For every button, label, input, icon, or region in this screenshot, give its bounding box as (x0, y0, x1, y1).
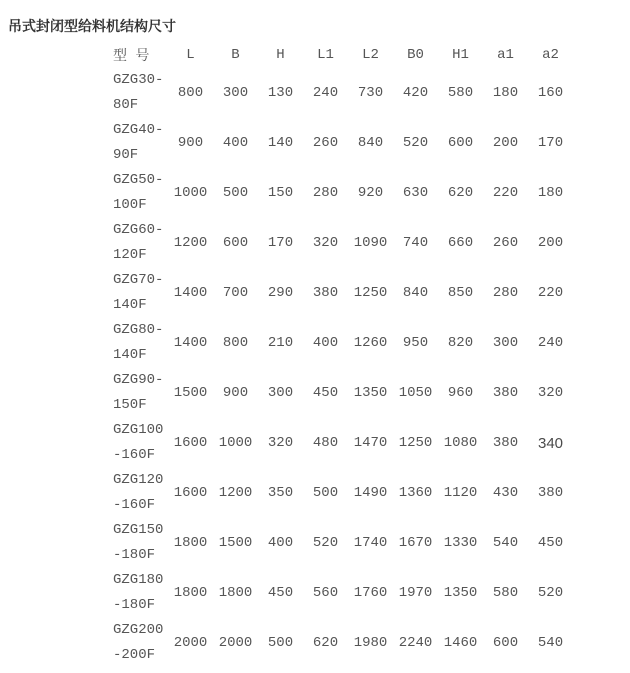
value-cell: 380 (537, 485, 564, 501)
value-cell: 1090 (353, 235, 388, 251)
value-cell: 1250 (353, 285, 388, 301)
value-cell: 260 (492, 235, 519, 251)
value-cell: 1350 (443, 585, 478, 601)
value-cell: 430 (492, 485, 519, 501)
value-cell: 150 (267, 185, 294, 201)
value-cell: 1350 (353, 385, 388, 401)
value-cell: 320 (537, 385, 564, 401)
table-row (113, 268, 573, 318)
model-cell (113, 118, 168, 168)
value-cell: 1800 (218, 585, 253, 601)
value-cell: 140 (267, 135, 294, 151)
model-line1: GZG60- (113, 222, 164, 238)
value-cell: 320 (267, 435, 294, 451)
value-cell: 1460 (443, 635, 478, 651)
value-cell: 560 (312, 585, 339, 601)
model-line2: -160F (113, 447, 156, 463)
value-cell: 170 (267, 235, 294, 251)
value-cell: 400 (222, 135, 249, 151)
value-cell: 950 (402, 335, 429, 351)
model-cell (113, 268, 168, 318)
table-row (113, 468, 573, 518)
value-cell: 1740 (353, 535, 388, 551)
value-cell: 520 (402, 135, 429, 151)
value-cell: 1470 (353, 435, 388, 451)
value-cell: 500 (267, 635, 294, 651)
value-cell: 290 (267, 285, 294, 301)
table-row (113, 518, 573, 568)
value-cell: 520 (537, 585, 564, 601)
value-cell: 620 (312, 635, 339, 651)
page-title: 吊式封闭型给料机结构尺寸 (8, 18, 176, 34)
value-cell: 400 (267, 535, 294, 551)
col-header-a1: a1 (497, 47, 514, 63)
model-cell (113, 168, 168, 218)
model-cell (113, 418, 168, 468)
value-cell: 380 (492, 385, 519, 401)
value-cell: 1600 (173, 485, 208, 501)
model-line1: GZG200 (113, 622, 164, 638)
col-header-model: 型 号 (113, 49, 150, 65)
value-cell: 180 (492, 85, 519, 101)
value-cell: 380 (492, 435, 519, 451)
value-cell: 580 (447, 85, 474, 101)
value-cell: 450 (537, 535, 564, 551)
value-cell: 200 (492, 135, 519, 151)
value-cell: 380 (312, 285, 339, 301)
value-cell: 280 (492, 285, 519, 301)
model-cell (113, 518, 168, 568)
value-cell: 450 (267, 585, 294, 601)
value-cell: 540 (492, 535, 519, 551)
model-cell (113, 468, 168, 518)
col-header-L: L (186, 47, 195, 63)
model-cell (113, 218, 168, 268)
model-line2: -180F (113, 597, 156, 613)
model-line2: -160F (113, 497, 156, 513)
col-header-a2: a2 (542, 47, 559, 63)
model-line1: GZG100 (113, 422, 164, 438)
value-cell: 1980 (353, 635, 388, 651)
col-header-B0: B0 (407, 47, 424, 63)
value-cell: 240 (312, 85, 339, 101)
model-line1: GZG90- (113, 372, 164, 388)
value-cell: 1000 (218, 435, 253, 451)
value-cell: 1400 (173, 285, 208, 301)
model-line2: 100F (113, 197, 147, 213)
value-cell: 160 (537, 85, 564, 101)
value-cell: 1330 (443, 535, 478, 551)
value-cell: 900 (222, 385, 249, 401)
value-cell: 260 (312, 135, 339, 151)
feeder-dimensions-table (113, 42, 573, 668)
value-cell: 300 (492, 335, 519, 351)
value-cell: 500 (222, 185, 249, 201)
model-line1: GZG80- (113, 322, 164, 338)
model-line1: GZG50- (113, 172, 164, 188)
value-cell: 170 (537, 135, 564, 151)
model-line2: 120F (113, 247, 147, 263)
value-cell: 500 (312, 485, 339, 501)
value-cell: 580 (492, 585, 519, 601)
model-cell (113, 368, 168, 418)
value-cell: 1200 (173, 235, 208, 251)
table-row (113, 118, 573, 168)
table-row (113, 418, 573, 468)
value-cell: 630 (402, 185, 429, 201)
col-header-H1: H1 (452, 47, 469, 63)
model-cell (113, 318, 168, 368)
value-cell: 2000 (173, 635, 208, 651)
value-cell: 420 (402, 85, 429, 101)
value-cell: 1120 (443, 485, 478, 501)
value-cell: 740 (402, 235, 429, 251)
value-cell: 1260 (353, 335, 388, 351)
model-line2: 140F (113, 347, 147, 363)
value-cell: 2000 (218, 635, 253, 651)
value-cell: 280 (312, 185, 339, 201)
table-row (113, 368, 573, 418)
col-header-L2: L2 (362, 47, 379, 63)
value-cell: 850 (447, 285, 474, 301)
value-cell: 1800 (173, 535, 208, 551)
value-cell: 520 (312, 535, 339, 551)
value-cell: 540 (537, 635, 564, 651)
value-cell: 600 (222, 235, 249, 251)
value-cell: 400 (312, 335, 339, 351)
value-cell: 600 (447, 135, 474, 151)
table-header-row (113, 42, 573, 68)
value-cell: 1200 (218, 485, 253, 501)
value-cell: 840 (402, 285, 429, 301)
model-line1: GZG180 (113, 572, 164, 588)
value-cell: 480 (312, 435, 339, 451)
value-cell: 730 (357, 85, 384, 101)
value-cell: 600 (492, 635, 519, 651)
value-cell: 1600 (173, 435, 208, 451)
value-cell: 450 (312, 385, 339, 401)
table-row (113, 568, 573, 618)
value-cell: 700 (222, 285, 249, 301)
model-cell (113, 568, 168, 618)
value-cell: 1500 (218, 535, 253, 551)
value-cell: 1500 (173, 385, 208, 401)
model-line2: -200F (113, 647, 156, 663)
table-row (113, 318, 573, 368)
value-cell: 240 (537, 335, 564, 351)
value-cell: 130 (267, 85, 294, 101)
table-row (113, 618, 573, 668)
col-header-H: H (276, 47, 285, 63)
table-row (113, 218, 573, 268)
value-cell: 1970 (398, 585, 433, 601)
table-row (113, 168, 573, 218)
value-cell: 350 (267, 485, 294, 501)
model-line2: 80F (113, 97, 139, 113)
value-cell: 300 (267, 385, 294, 401)
value-cell: 820 (447, 335, 474, 351)
value-cell: 320 (312, 235, 339, 251)
value-cell: 1490 (353, 485, 388, 501)
model-line1: GZG120 (113, 472, 164, 488)
value-cell: 300 (222, 85, 249, 101)
value-cell: 1000 (173, 185, 208, 201)
value-cell: 1800 (173, 585, 208, 601)
value-cell: 1400 (173, 335, 208, 351)
value-cell: 220 (537, 285, 564, 301)
value-cell: 1670 (398, 535, 433, 551)
value-cell: 1250 (398, 435, 433, 451)
value-cell: 620 (447, 185, 474, 201)
value-cell: 1760 (353, 585, 388, 601)
model-line2: 140F (113, 297, 147, 313)
value-cell: 220 (492, 185, 519, 201)
value-cell: 800 (177, 85, 204, 101)
value-cell: 340 (537, 434, 564, 452)
table-row (113, 68, 573, 118)
model-line2: 90F (113, 147, 139, 163)
model-line2: -180F (113, 547, 156, 563)
model-line1: GZG40- (113, 122, 164, 138)
col-header-L1: L1 (317, 47, 334, 63)
value-cell: 2240 (398, 635, 433, 651)
value-cell: 210 (267, 335, 294, 351)
value-cell: 1360 (398, 485, 433, 501)
value-cell: 900 (177, 135, 204, 151)
value-cell: 660 (447, 235, 474, 251)
model-line2: 150F (113, 397, 147, 413)
model-cell (113, 68, 168, 118)
table-body (113, 68, 573, 668)
model-line1: GZG150 (113, 522, 164, 538)
value-cell: 1080 (443, 435, 478, 451)
model-line1: GZG30- (113, 72, 164, 88)
value-cell: 1050 (398, 385, 433, 401)
model-line1: GZG70- (113, 272, 164, 288)
value-cell: 180 (537, 185, 564, 201)
value-cell: 960 (447, 385, 474, 401)
model-cell (113, 618, 168, 668)
value-cell: 800 (222, 335, 249, 351)
value-cell: 200 (537, 235, 564, 251)
value-cell: 840 (357, 135, 384, 151)
value-cell: 920 (357, 185, 384, 201)
col-header-B: B (231, 47, 240, 63)
